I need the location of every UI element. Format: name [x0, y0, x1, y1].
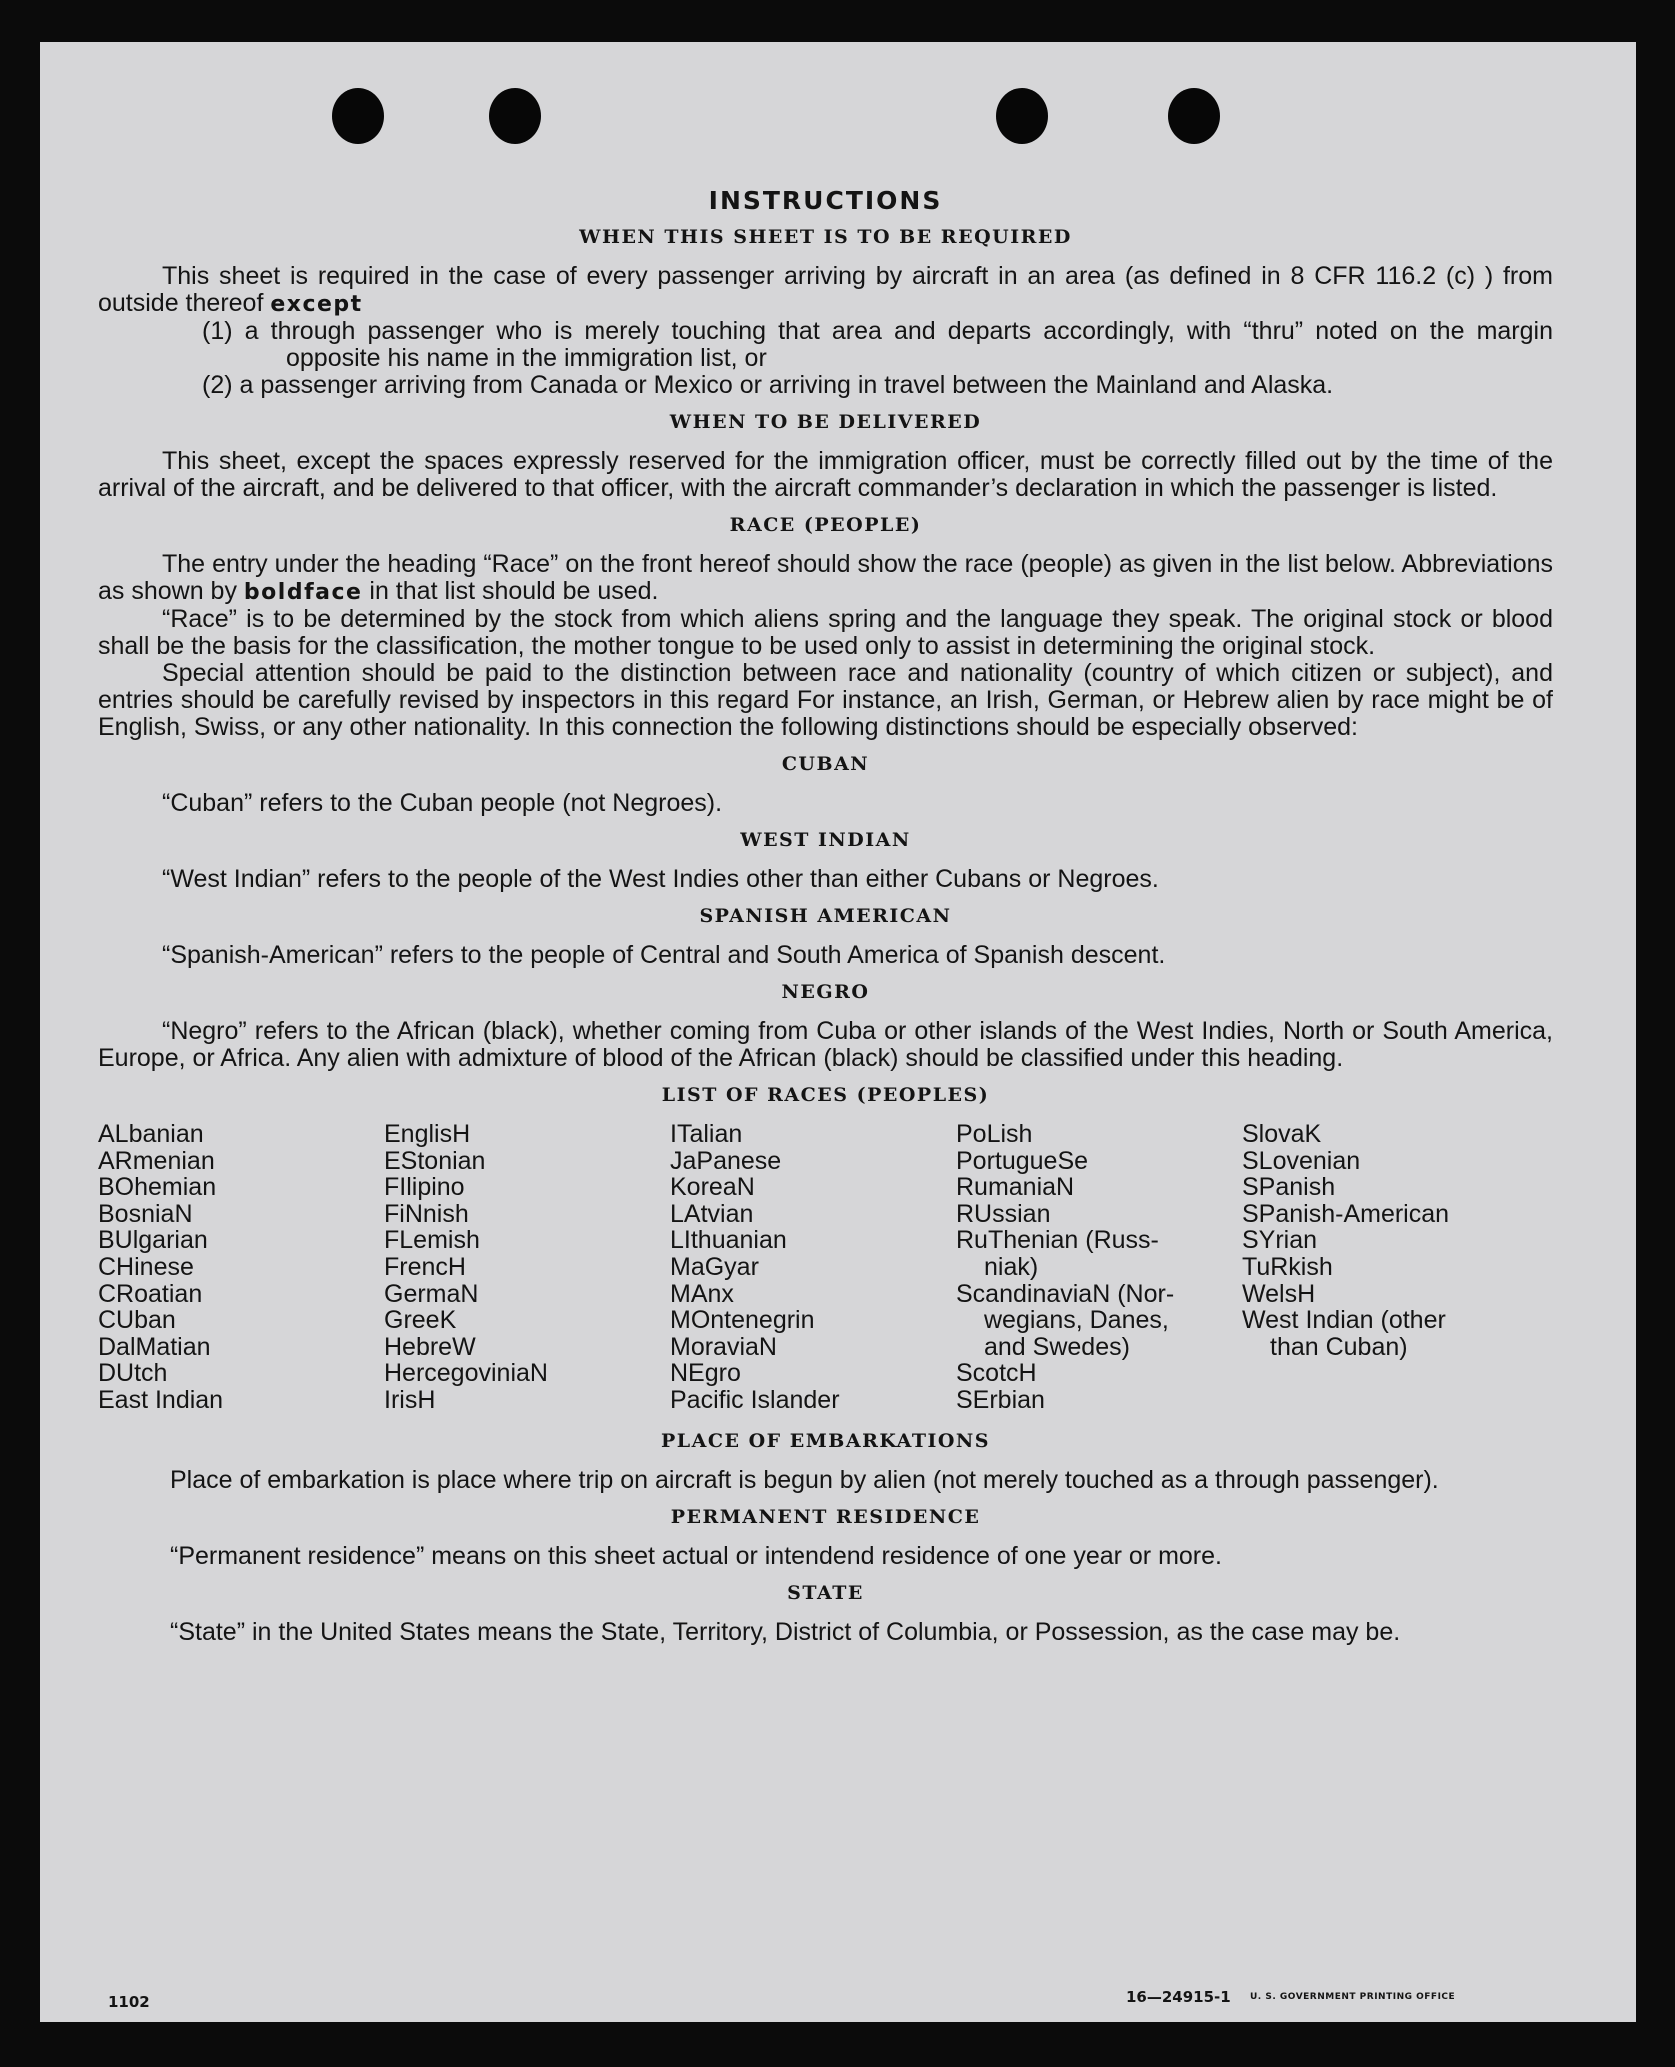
race-entry: JaPanese — [670, 1146, 782, 1175]
race-entry: DalMatian — [98, 1332, 211, 1361]
punch-hole — [1168, 88, 1220, 144]
race-entry: DUtch — [98, 1359, 168, 1388]
race-entry: ARmenian — [98, 1146, 215, 1175]
list-item: (2) a passenger arriving from Canada or Mexico or arriving in travel between the Mainland and Alaska. — [202, 371, 1334, 399]
race-entry: GermaN — [384, 1279, 479, 1308]
race-entry: West Indian (other — [1242, 1306, 1446, 1335]
race-entry: FIlipino — [384, 1173, 465, 1202]
race-entry: MOntenegrin — [670, 1306, 815, 1335]
section-heading: LIST OF RACES (PEOPLES) — [661, 1084, 990, 1106]
paragraph: “Spanish-American” refers to the people of Central and South America of Spanish descent. — [162, 941, 1166, 969]
race-entry: SErbian — [956, 1385, 1045, 1414]
race-entry: PoLish — [956, 1120, 1033, 1148]
race-entry: SLovenian — [1242, 1146, 1361, 1175]
paragraph: “West Indian” refers to the people of the West Indies other than either Cubans or Negroes. — [162, 865, 1159, 893]
section-heading: WEST INDIAN — [740, 829, 911, 851]
race-entry: SPanish-American — [1242, 1199, 1450, 1228]
section-heading: PERMANENT RESIDENCE — [670, 1505, 981, 1528]
race-entry: MAnx — [670, 1279, 734, 1308]
race-entry: ScotcH — [956, 1359, 1037, 1388]
race-list — [98, 1121, 1553, 1414]
race-entry: CUban — [98, 1306, 176, 1335]
punch-hole — [332, 88, 384, 144]
race-entry: NEgro — [670, 1359, 741, 1388]
race-entry: TuRkish — [1242, 1252, 1333, 1281]
paragraph: “Cuban” refers to the Cuban people (not Negroes). — [162, 789, 723, 817]
race-entry: LIthuanian — [670, 1226, 787, 1255]
paragraph — [98, 551, 1553, 606]
race-entry: SlovaK — [1242, 1120, 1322, 1148]
print-code: 16—24915-1 — [1126, 1988, 1231, 2006]
race-entry: EStonian — [384, 1146, 486, 1175]
race-entry: ITalian — [670, 1120, 743, 1148]
race-entry: RUssian — [956, 1199, 1051, 1228]
race-column — [956, 1121, 1242, 1414]
form-number: 1102 — [108, 1993, 150, 2011]
race-entry: niak) — [984, 1252, 1039, 1281]
paragraph — [98, 263, 1553, 318]
race-entry: BUlgarian — [98, 1226, 208, 1255]
race-entry: Pacific Islander — [670, 1385, 840, 1414]
race-entry: CHinese — [98, 1252, 194, 1281]
bold-word: except — [270, 292, 363, 317]
race-entry: East Indian — [98, 1385, 224, 1414]
race-entry: IrisH — [384, 1385, 436, 1414]
section-heading: WHEN TO BE DELIVERED — [669, 411, 982, 433]
race-entry: than Cuban) — [1270, 1332, 1408, 1361]
section-heading: SPANISH AMERICAN — [699, 905, 952, 927]
race-column — [1242, 1121, 1528, 1414]
race-entry: FiNnish — [384, 1199, 469, 1228]
paragraph-text: This sheet is required in the case of every passenger arriving by aircraft in an area (as defined in 8 CFR 116.2 (c) ) from outside thereof — [98, 262, 1553, 317]
document-page — [40, 42, 1636, 2022]
race-entry: HercegoviniaN — [384, 1359, 548, 1388]
race-entry: and Swedes) — [984, 1332, 1130, 1361]
section-heading: RACE (PEOPLE) — [729, 514, 922, 536]
race-entry: wegians, Danes, — [984, 1306, 1169, 1335]
printer-credit: U. S. GOVERNMENT PRINTING OFFICE — [1250, 1992, 1456, 2002]
paragraph: “State” in the United States means the State, Territory, District of Columbia, or Possession, as the case may be. — [170, 1617, 1401, 1646]
paragraph: “Negro” refers to the African (black), whether coming from Cuba or other islands of the West Indies, North or South America, Europe, or Africa. Any alien with admixture of blood of the African (black) should be classified under this heading. — [98, 1017, 1553, 1072]
paragraph: This sheet, except the spaces expressly reserved for the immigration officer, must be correctly filled out by the time of the arrival of the aircraft, and be delivered to that officer, with the aircraft commander’s declaration in which the passenger is listed. — [98, 447, 1553, 502]
race-entry: KoreaN — [670, 1173, 755, 1202]
section-heading: NEGRO — [781, 981, 870, 1003]
paragraph-text: in that list should be used. — [369, 577, 659, 605]
paragraph: Place of embarkation is place where trip on aircraft is begun by alien (not merely touched as a through passenger). — [170, 1465, 1439, 1494]
race-entry: HebreW — [384, 1332, 476, 1361]
section-heading: CUBAN — [781, 753, 870, 775]
race-entry: SPanish — [1242, 1173, 1336, 1202]
race-entry: ALbanian — [98, 1120, 204, 1148]
race-entry: RuThenian (Russ- — [956, 1226, 1159, 1255]
race-entry: FrencH — [384, 1252, 466, 1281]
race-entry: PortugueSe — [956, 1146, 1089, 1175]
paragraph: “Race” is to be determined by the stock from which aliens spring and the language they speak. The original stock or blood shall be the basis for the classification, the mother tongue to be used only to assist in determining the original stock. — [98, 605, 1553, 660]
race-entry: ScandinaviaN (Nor- — [956, 1279, 1175, 1308]
race-entry: EnglisH — [384, 1120, 471, 1148]
race-entry: WelsH — [1242, 1279, 1316, 1308]
section-heading: STATE — [787, 1581, 864, 1604]
race-column — [670, 1121, 956, 1414]
instructions-content — [98, 187, 1553, 1646]
section-heading: WHEN THIS SHEET IS TO BE REQUIRED — [579, 226, 1072, 248]
race-entry: FLemish — [384, 1226, 480, 1255]
page-title: INSTRUCTIONS — [708, 186, 943, 215]
list-item: (1) a through passenger who is merely touching that area and departs accordingly, with “thru” noted on the margin opposite his name in the immigration list, or — [202, 317, 1553, 372]
punch-hole — [489, 88, 541, 144]
race-column — [98, 1121, 384, 1414]
paragraph: “Permanent residence” means on this sheet actual or intendend residence of one year or more. — [170, 1541, 1222, 1570]
punch-hole — [996, 88, 1048, 144]
race-entry: BOhemian — [98, 1173, 217, 1202]
race-entry: CRoatian — [98, 1279, 203, 1308]
bold-word: boldface — [243, 580, 363, 605]
section-heading: PLACE OF EMBARKATIONS — [661, 1429, 990, 1452]
race-entry: LAtvian — [670, 1199, 754, 1228]
paragraph: Special attention should be paid to the distinction between race and nationality (country of which citizen or subject), and entries should be carefully revised by inspectors in this regard For instance, an Irish, German, or Hebrew alien by race might be of English, Swiss, or any other nationality. In this connection the following distinctions should be especially observed: — [98, 659, 1553, 741]
race-entry: GreeK — [384, 1306, 457, 1335]
race-column — [384, 1121, 670, 1414]
race-entry: SYrian — [1242, 1226, 1318, 1255]
race-entry: BosniaN — [98, 1199, 193, 1228]
paragraph-text: The entry under the heading “Race” on the front hereof should show the race (people) as given in the list below. Abbreviations as shown by — [98, 550, 1553, 605]
race-entry: RumaniaN — [956, 1173, 1075, 1202]
race-entry: MoraviaN — [670, 1332, 777, 1361]
race-entry: MaGyar — [670, 1252, 759, 1281]
